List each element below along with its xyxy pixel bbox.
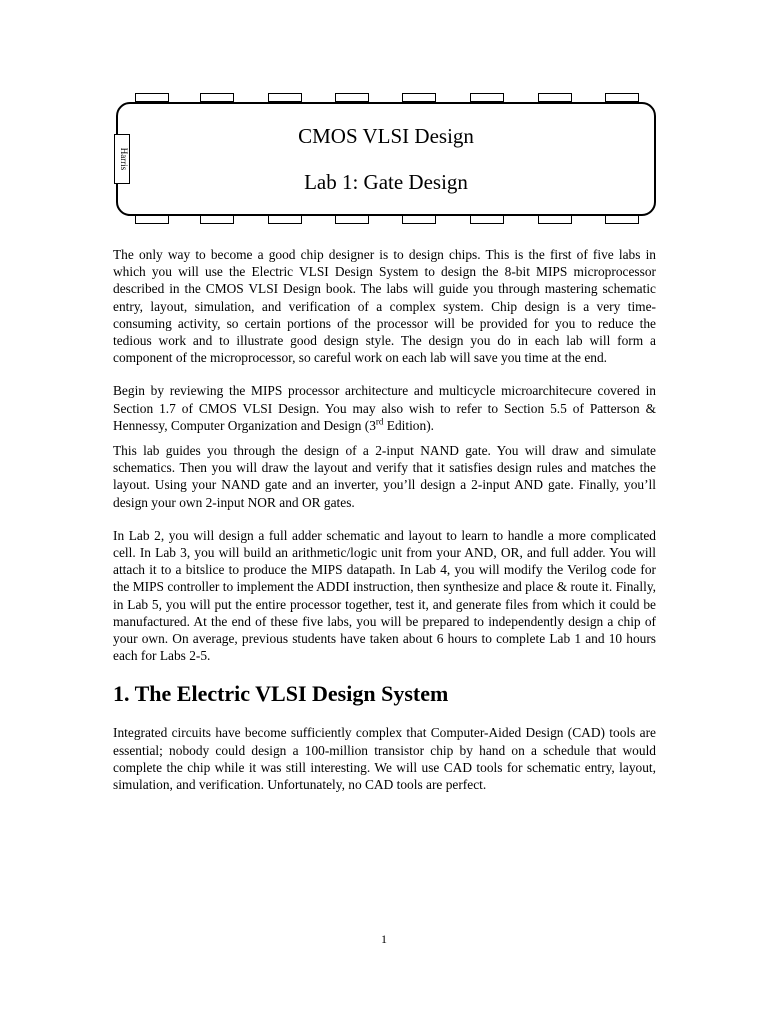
chip-pin-top-5 [402,93,436,102]
document-title: CMOS VLSI Design [298,124,474,148]
chip-pin-top-1 [135,93,169,102]
edition-superscript: rd [375,416,384,427]
lab-guide-paragraph: This lab guides you through the design of a 2-input NAND gate. You will draw and simulate schematics. Then you will draw the layout and verify that it satisfies design rules and matches the layout. Using your NAND gate and an inverter, you’ll design a 2-input AND gate. Finally, you’ll design your own 2-input NOR and OR gates. [113,443,656,510]
chip-pin-bottom-8 [605,215,639,224]
section-paragraph: Integrated circuits have become sufficiently complex that Computer-Aided Design (CAD) tools are essential; nobody could design a 100-million transistor chip by hand on a schedule that would complete the chip while it was still interesting. We will use CAD tools for schematic entry, layout, simulation, and verification. Unfortunately, no CAD tools are perfect. [113,725,656,793]
lab-overview-paragraph: In Lab 2, you will design a full adder schematic and layout to learn to handle a more complicated cell. In Lab 3, you will build an arithmetic/logic unit from your AND, OR, and full adder. You will attach it to a bitslice to produce the MIPS datapath. In Lab 4, you will modify the Verilog code for the MIPS controller to implement the ADDI instruction, then synthesize and place & route it. Finally, in Lab 5, you will put the entire processor together, test it, and generate files from which it could be manufactured. At the end of these five labs, you will be prepared to independently design a chip of your own. On average, previous students have taken about 6 hours to complete Lab 1 and 10 hours each for Labs 2-5. [113,527,656,664]
reading-text-end: Edition). [383,417,435,433]
chip-pin-bottom-7 [538,215,572,224]
page-number: 1 [381,932,387,946]
intro-paragraph: The only way to become a good chip designer is to design chips. This is the first of five labs in which you will use the Electric VLSI Design System to design the 8-bit MIPS microprocessor described in the CMOS VLSI Design book. The labs will guide you through mastering schematic entry, layout, simulation, and verification of a complex system. Chip design is a very time-consuming activity, so certain portions of the processor will be provided for you to reduce the tedious work and to illustrate good design style. The design you do in each lab will form a component of the microprocessor, so careful work on each lab will save you time at the end. [113,247,656,366]
chip-pin-top-3 [268,93,302,102]
chip-pin-bottom-1 [135,215,169,224]
chip-pin-top-6 [470,93,504,102]
section-heading: 1. The Electric VLSI Design System [113,681,449,707]
chip-pin-bottom-3 [268,215,302,224]
document-body [113,246,656,793]
chip-notch-label: Harris [119,147,129,171]
document-subtitle: Lab 1: Gate Design [304,170,468,194]
chip-pin-top-2 [200,93,234,102]
chip-pin-top-8 [605,93,639,102]
reading-text: Begin by reviewing the MIPS processor architecture and multicycle microarchitecure covered in Section 1.7 of CMOS VLSI Design. You may also wish to refer to Section 5.5 of Patterson & Hennessy, Computer Organization and Design (3 [113,383,656,433]
chip-pin-bottom-4 [335,215,369,224]
chip-pin-bottom-2 [200,215,234,224]
chip-outline [116,102,656,216]
chip-pin-bottom-5 [402,215,436,224]
chip-pin-top-7 [538,93,572,102]
chip-pin-top-4 [335,93,369,102]
chip-pin-bottom-6 [470,215,504,224]
reading-paragraph [113,382,656,434]
